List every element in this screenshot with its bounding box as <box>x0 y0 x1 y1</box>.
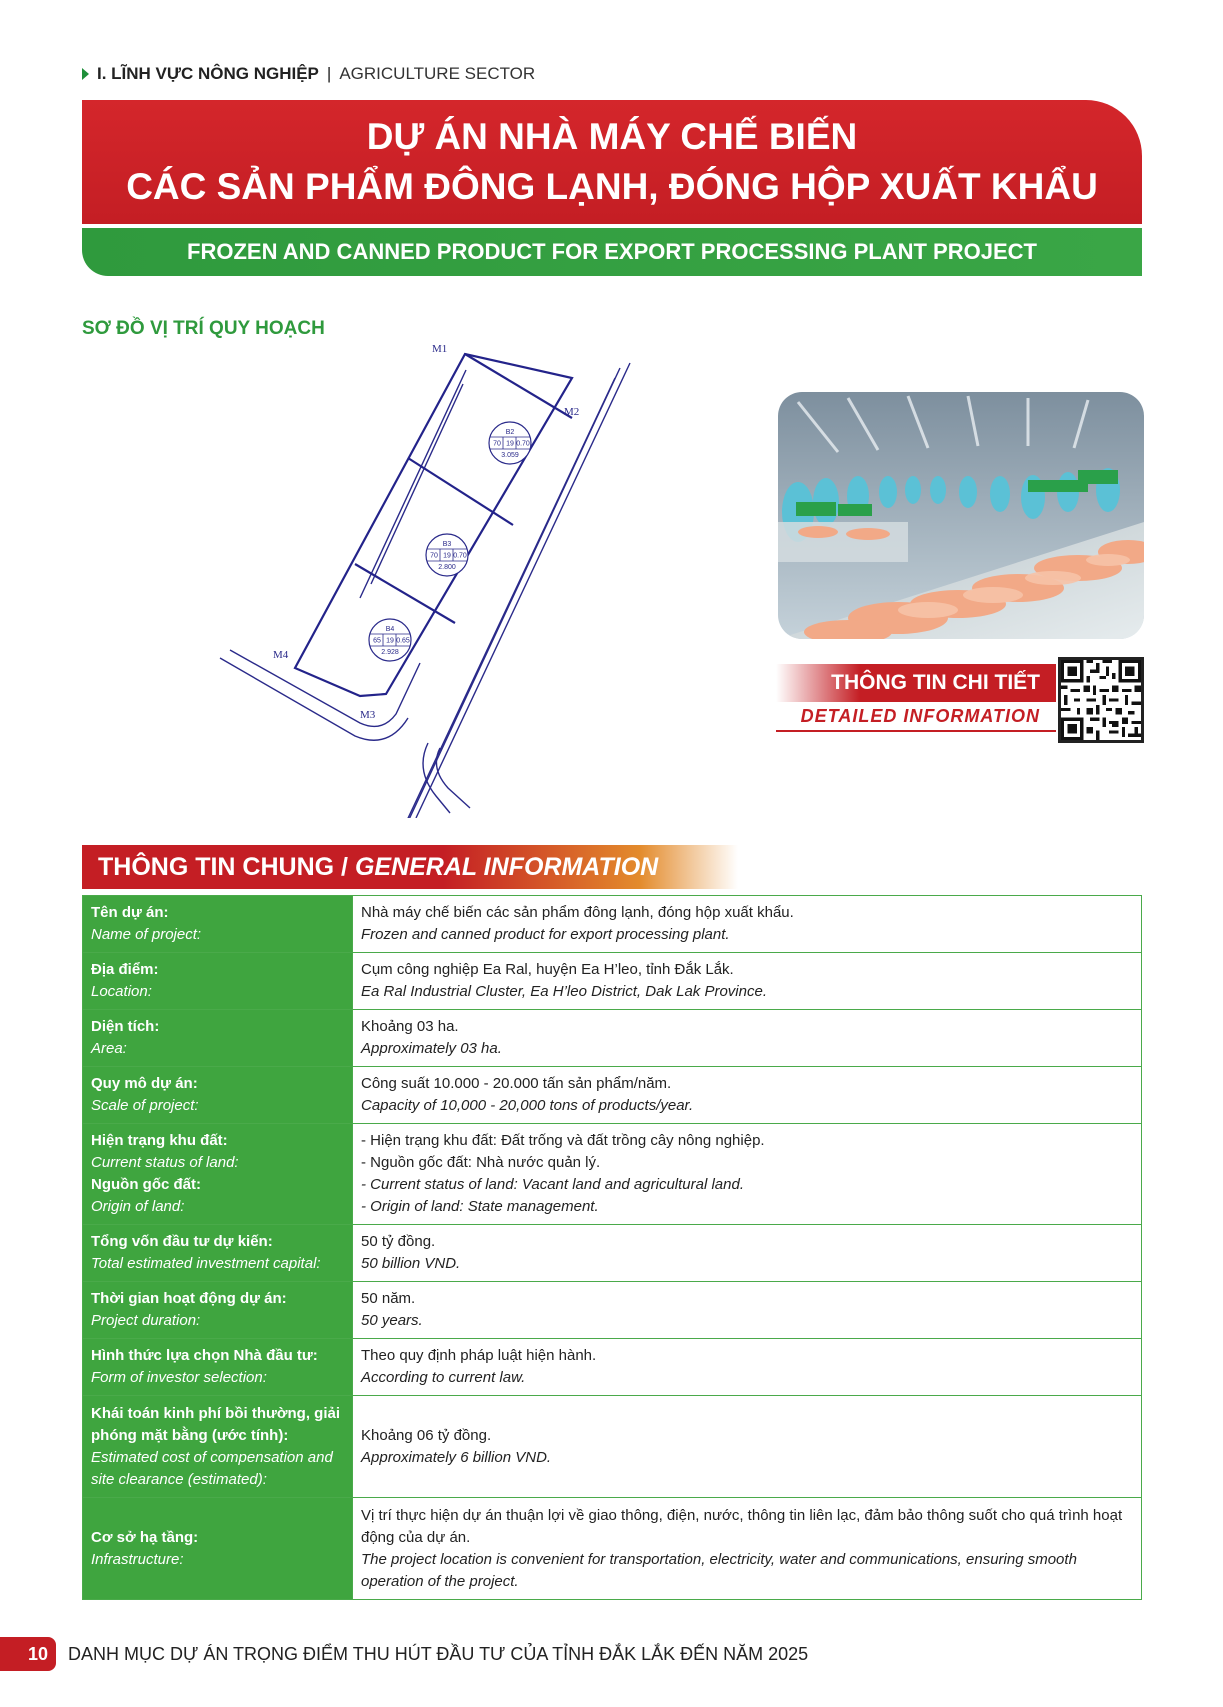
label-vi: Hình thức lựa chọn Nhà đầu tư: <box>91 1347 318 1364</box>
factory-photo-illustration <box>778 392 1144 639</box>
label-vi: Khái toán kinh phí bồi thường, giải phóng mặt bằng (ước tính): <box>91 1404 341 1444</box>
row-value <box>353 896 1142 953</box>
value-en: 50 years. <box>361 1312 423 1329</box>
general-info-header-en: GENERAL INFORMATION <box>354 852 659 881</box>
section-tag-en: AGRICULTURE SECTOR <box>339 64 536 83</box>
label-vi: Diện tích: <box>91 1018 160 1035</box>
plot-value: 0.70 <box>453 552 467 560</box>
general-info-header-sep: / <box>334 852 355 881</box>
plot-value: 0.65 <box>396 637 410 645</box>
value-vi: 50 năm. <box>361 1290 416 1307</box>
label-en: Project duration: <box>91 1312 201 1329</box>
table-row <box>83 1067 1142 1124</box>
arrow-right-icon <box>82 68 89 80</box>
section-tag-vi: I. LĨNH VỰC NÔNG NGHIỆP <box>97 64 319 83</box>
label-en: Estimated cost of compensation and site clearance (estimated): <box>91 1448 333 1488</box>
row-value <box>353 1282 1142 1339</box>
row-label <box>83 1067 353 1124</box>
project-title <box>82 100 1142 224</box>
plot-area: 2.928 <box>381 649 399 656</box>
project-title-line2: CÁC SẢN PHẨM ĐÔNG LẠNH, ĐÓNG HỘP XUẤT KHẨU <box>126 166 1098 207</box>
plot-area: 2.800 <box>438 564 456 571</box>
general-info-header <box>82 845 738 889</box>
footer-title: DANH MỤC DỰ ÁN TRỌNG ĐIỂM THU HÚT ĐẦU TƯ CỦA TỈNH ĐẮK LẮK ĐẾN NĂM 2025 <box>68 1643 809 1664</box>
detail-info-title <box>776 664 1056 702</box>
label-en: Form of investor selection: <box>91 1369 267 1386</box>
table-row <box>83 1124 1142 1225</box>
row-label <box>83 1124 353 1225</box>
label-en: Area: <box>91 1040 127 1057</box>
value-en: Frozen and canned product for export processing plant. <box>361 926 730 943</box>
table-row <box>83 1282 1142 1339</box>
plot-value: 19 <box>506 440 514 448</box>
row-value <box>353 1067 1142 1124</box>
planning-map <box>210 318 670 818</box>
detail-info-banner <box>776 664 1056 734</box>
plot-name: B2 <box>505 429 515 436</box>
qr-code-icon <box>1061 660 1141 740</box>
row-label <box>83 1282 353 1339</box>
plot-value: 19 <box>386 637 394 645</box>
plot-name: B3 <box>442 541 452 548</box>
plot-value: 70 <box>493 440 501 448</box>
table-row <box>83 896 1142 953</box>
label-vi: Tên dự án: <box>91 904 169 921</box>
value-en: - Current status of land: Vacant land and agricultural land. <box>361 1176 744 1193</box>
value-en: Approximately 03 ha. <box>361 1040 502 1057</box>
factory-photo <box>778 392 1144 639</box>
value-vi: Theo quy định pháp luật hiện hành. <box>361 1347 597 1364</box>
value-en: The project location is convenient for transportation, electricity, water and communications, ensuring smooth operation of the project. <box>361 1550 1077 1590</box>
value-vi: Công suất 10.000 - 20.000 tấn sản phẩm/năm. <box>361 1075 672 1092</box>
page-number: 10 <box>0 1637 56 1671</box>
row-label <box>83 953 353 1010</box>
label-en: Name of project: <box>91 926 202 943</box>
label-en: Scale of project: <box>91 1097 199 1114</box>
row-value <box>353 1339 1142 1396</box>
value-en: Approximately 6 billion VND. <box>361 1448 552 1466</box>
label-vi: Hiện trạng khu đất: <box>91 1132 228 1149</box>
label-vi: Thời gian hoạt động dự án: <box>91 1290 287 1307</box>
label-vi: Tổng vốn đầu tư dự kiến: <box>91 1233 273 1250</box>
value-vi: Khoảng 06 tỷ đồng. <box>361 1426 492 1444</box>
label-vi: Nguồn gốc đất: <box>91 1176 201 1193</box>
value-en: Ea Ral Industrial Cluster, Ea H’leo District, Dak Lak Province. <box>361 983 767 1000</box>
label-vi: Cơ sở hạ tầng: <box>91 1528 199 1546</box>
label-en: Origin of land: <box>91 1198 185 1215</box>
plot-badge-b4 <box>369 619 411 661</box>
table-row <box>83 1339 1142 1396</box>
map-marker: M1 <box>432 343 448 355</box>
row-value <box>353 1010 1142 1067</box>
qr-code[interactable] <box>1058 657 1144 743</box>
general-info-table <box>82 895 1142 1600</box>
plot-area: 3.059 <box>501 452 519 459</box>
value-en: Capacity of 10,000 - 20,000 tons of products/year. <box>361 1097 694 1114</box>
row-label <box>83 896 353 953</box>
plot-boundary <box>295 354 572 696</box>
value-vi: Cụm công nghiệp Ea Ral, huyện Ea H’leo, tỉnh Đắk Lắk. <box>361 961 734 978</box>
map-marker: M2 <box>564 406 580 418</box>
value-vi: Khoảng 03 ha. <box>361 1018 459 1035</box>
label-vi: Địa điểm: <box>91 961 159 978</box>
plot-badge-b2 <box>489 422 531 464</box>
section-tag-separator: | <box>326 64 332 83</box>
project-title-en <box>82 228 1142 276</box>
row-label <box>83 1498 353 1600</box>
row-value <box>353 1396 1142 1498</box>
row-label <box>83 1396 353 1498</box>
map-marker: M3 <box>360 709 376 721</box>
value-vi: - Hiện trạng khu đất: Đất trống và đất trồng cây nông nghiệp. <box>361 1132 765 1149</box>
detail-info-en: DETAILED INFORMATION <box>800 705 1040 726</box>
value-en: According to current law. <box>361 1369 526 1386</box>
map-marker: M4 <box>273 649 289 661</box>
row-label <box>83 1225 353 1282</box>
table-row <box>83 1225 1142 1282</box>
map-label: SƠ ĐỒ VỊ TRÍ QUY HOẠCH <box>82 318 325 339</box>
value-vi: Vị trí thực hiện dự án thuận lợi về giao thông, điện, nước, thông tin liên lạc, đảm bảo thông suốt cho quá trình hoạt động của dự án. <box>361 1506 1123 1546</box>
value-vi: Nhà máy chế biến các sản phẩm đông lạnh, đóng hộp xuất khẩu. <box>361 904 794 921</box>
table-row <box>83 1396 1142 1498</box>
plot-value: 70 <box>430 552 438 560</box>
value-en: - Origin of land: State management. <box>361 1198 599 1215</box>
label-en: Infrastructure: <box>91 1550 184 1568</box>
label-en: Total estimated investment capital: <box>91 1255 321 1272</box>
project-title-en-text: FROZEN AND CANNED PRODUCT FOR EXPORT PROCESSING PLANT PROJECT <box>187 239 1037 264</box>
plot-value: 0.70 <box>516 440 530 448</box>
row-label <box>83 1339 353 1396</box>
label-en: Location: <box>91 983 152 1000</box>
detail-info-vi: THÔNG TIN CHI TIẾT <box>831 671 1040 694</box>
plot-name: B4 <box>385 626 395 633</box>
row-value <box>353 953 1142 1010</box>
row-label <box>83 1010 353 1067</box>
detail-info-subtitle <box>776 702 1056 732</box>
section-tag <box>82 64 535 84</box>
table-row <box>83 1498 1142 1600</box>
project-title-line1: DỰ ÁN NHÀ MÁY CHẾ BIẾN <box>366 116 858 157</box>
label-vi: Quy mô dự án: <box>91 1075 198 1092</box>
general-info-header-vi: THÔNG TIN CHUNG <box>98 852 335 881</box>
label-en: Current status of land: <box>91 1154 239 1171</box>
page-footer <box>0 1636 808 1672</box>
plot-value: 19 <box>443 552 451 560</box>
plot-divider <box>465 354 572 418</box>
map-road-curve <box>220 658 408 740</box>
row-value <box>353 1498 1142 1600</box>
map-road-curve <box>436 748 470 808</box>
plot-divider <box>408 458 513 525</box>
value-vi: - Nguồn gốc đất: Nhà nước quản lý. <box>361 1154 601 1171</box>
plot-value: 65 <box>373 637 381 645</box>
row-value <box>353 1124 1142 1225</box>
plot-badge-b3 <box>426 534 468 576</box>
value-vi: 50 tỷ đồng. <box>361 1233 436 1250</box>
row-value <box>353 1225 1142 1282</box>
value-en: 50 billion VND. <box>361 1255 461 1272</box>
table-row <box>83 953 1142 1010</box>
table-row <box>83 1010 1142 1067</box>
